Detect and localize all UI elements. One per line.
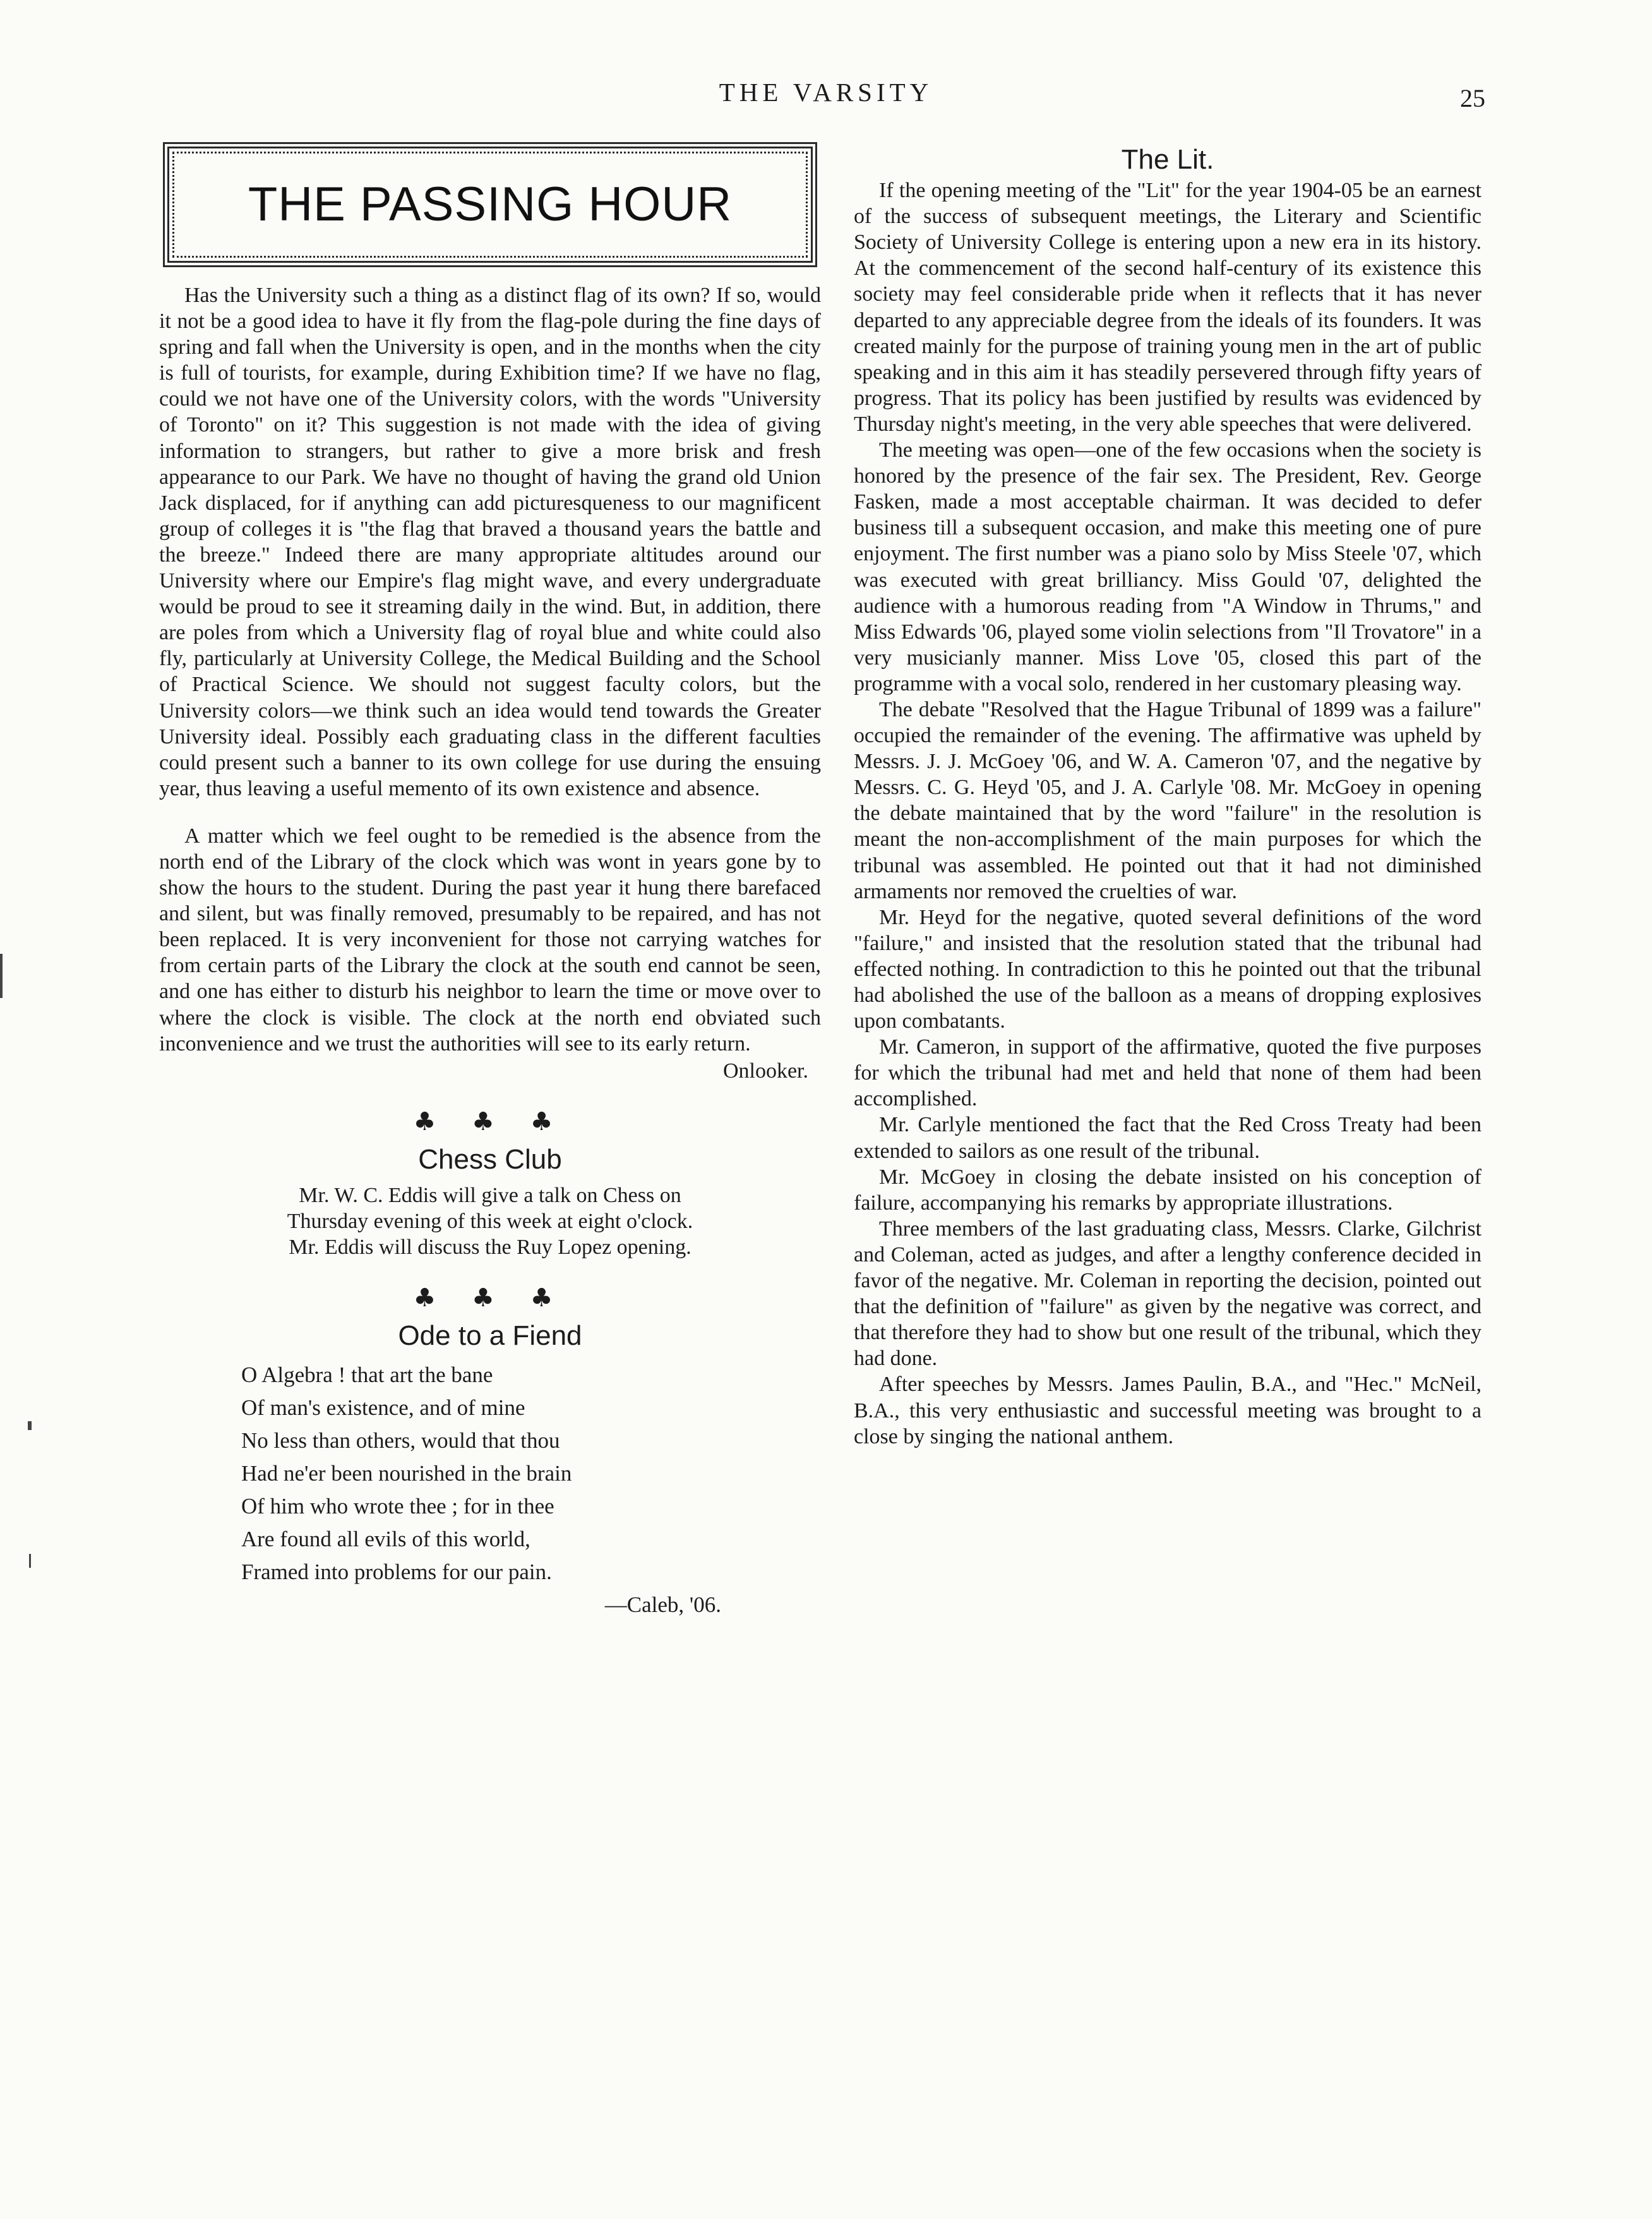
section-title-chess: Chess Club (418, 1143, 562, 1175)
chess-notice (159, 1182, 821, 1260)
poem-line: No less than others, would that thou (241, 1428, 560, 1453)
poem-attribution: —Caleb, '06. (604, 1592, 721, 1618)
poem-line: Are found all evils of this world, (241, 1527, 530, 1552)
masthead-title: THE PASSING HOUR (248, 177, 733, 232)
section-title-lit: The Lit. (1121, 144, 1214, 175)
article-paragraph: Has the University such a thing as a distinct flag of its own? If so, would it not be a good idea to have it fly from the flag-pole during the fine days of spring and fall when the University is open, and in the months when the city is full of tourists, for example, during Exhibition time? If we have no flag, could we not have one of the University colors, with the words "University of Toronto" on it? This suggestion is not made with the idea of giving information to strangers, but rather to give a more brisk and fresh appearance to our Park. We have no thought of having the grand old Union Jack displaced, for if anything can add picturesqueness to our magnificent group of colleges it is "the flag that braved a thousand years the battle and the breeze." Indeed there are many appropriate altitudes around our University where our Empire's flag might wave, and every undergraduate would be proud to see it streaming daily in the wind. But, in addition, there are poles from which a University flag of royal blue and white could also fly, particularly at University College, the Medical Building and the School of Practical Science. We should not suggest faculty colors, but the University colors—we think such an idea would tend towards the Greater University ideal. Possibly each graduating class in the different faculties could present such a banner to its own college for use during the ensuing year, thus leaving a useful memento of its own existence and absence. (159, 284, 821, 800)
scan-mark (28, 1421, 32, 1430)
poem-line: Framed into problems for our pain. (241, 1560, 552, 1585)
poem-line: O Algebra ! that art the bane (241, 1362, 493, 1388)
article-paragraph: Mr. Carlyle mentioned the fact that the Red Cross Treaty had been extended to sailors as one result of the tribunal. (854, 1113, 1481, 1163)
poem-line: Had ne'er been nourished in the brain (241, 1461, 572, 1486)
poem-line: Of him who wrote thee ; for in thee (241, 1494, 554, 1519)
article-paragraph: Mr. Heyd for the negative, quoted several definitions of the word "failure," and insisted that the resolution stated that the tribunal had effected nothing. In contradiction to this he pointed out that the tribunal had abolished the use of the balloon as a means of dropping explosives upon combatants. (854, 905, 1481, 1033)
scan-mark (0, 954, 3, 998)
notice-line: Mr. W. C. Eddis will give a talk on Chess on (299, 1184, 681, 1207)
article-paragraph: A matter which we feel ought to be remedied is the absence from the north end of the Library of the clock which was wont in years gone by to show the hours to the student. During the past year it hung there barefaced and silent, but was finally removed, presumably to be repaired, and has not been replaced. It is very inconvenient for those not carrying watches for from certain parts of the Library the clock at the south end cannot be seen, and one has either to disturb his neighbor to learn the time or move over to where the clock is visible. The clock at the north end obviated such inconvenience and we trust the authorities will see to its early return. (159, 824, 821, 1055)
page-header: THE VARSITY (719, 78, 933, 107)
section-title-ode: Ode to a Fiend (398, 1320, 582, 1352)
page-number: 25 (1460, 84, 1485, 112)
article-paragraph: Mr. McGoey in closing the debate insisted on his conception of failure, accompanying his remarks by appropriate illustrations. (854, 1165, 1481, 1215)
club-ornament-icon: ♣ ♣ ♣ (413, 1284, 567, 1313)
article-paragraph: Three members of the last graduating class, Messrs. Clarke, Gilchrist and Coleman, acted as judges, and after a lengthy conference decided in favor of the negative. Mr. Coleman in reporting the decision, pointed out that the definition of "failure" as given by the negative was correct, and that therefore they had to show but one result of the tribunal, which they had done. (854, 1217, 1481, 1371)
article-paragraph: The meeting was open—one of the few occasions when the society is honored by the presence of the fair sex. The President, Rev. George Fasken, made a most acceptable chairman. It was decided to defer business till a subsequent occasion, and make this meeting one of pure enjoyment. The first number was a piano solo by Miss Steele '07, which was executed with great brilliancy. Miss Gould '07, delighted the audience with a humorous reading from "A Window in Thrums," and Miss Edwards '06, played some violin selections from "Il Trovatore" in a very musicianly manner. Miss Love '05, closed this part of the programme with a vocal solo, rendered in her customary pleasing way. (854, 438, 1481, 695)
notice-line: Mr. Eddis will discuss the Ruy Lopez opening. (289, 1236, 691, 1260)
notice-line: Thursday evening of this week at eight o'clock. (287, 1210, 693, 1234)
article-paragraph: Mr. Cameron, in support of the affirmative, quoted the five purposes for which the tribunal had met and held that none of them had been accomplished. (854, 1035, 1481, 1111)
article-paragraph: If the opening meeting of the "Lit" for the year 1904-05 be an earnest of the success of subsequent meetings, the Literary and Scientific Society of University College is entering upon a new era in its history. At the commencement of the second half-century of its existence this society may feel considerable pride when it reflects that it has never departed to any appreciable degree from the ideals of its founders. It was created mainly for the purpose of training young men in the art of public speaking and in this aim it has steadily persevered through fifty years of progress. That its policy has been justified by results was evidenced by Thursday night's meeting, in the very able speeches that were delivered. (854, 179, 1481, 436)
right-column (854, 144, 1481, 1450)
signature: Onlooker. (722, 1059, 808, 1083)
club-ornament-icon: ♣ ♣ ♣ (413, 1107, 567, 1136)
article-paragraph: The debate "Resolved that the Hague Tribunal of 1899 was a failure" occupied the remainder of the evening. The affirmative was upheld by Messrs. J. J. McGoey '06, and W. A. Cameron '07, and the negative by Messrs. C. G. Heyd '05, and J. A. Carlyle '08. Mr. McGoey in opening the debate maintained that by the word "failure" in the resolution is meant the non-accomplishment of the main purposes for which the tribunal was assembled. He pointed out that it had not diminished armaments nor removed the cruelties of war. (854, 697, 1481, 903)
left-column (159, 142, 821, 1621)
scan-mark (29, 1554, 31, 1568)
article-paragraph: After speeches by Messrs. James Paulin, B.A., and "Hec." McNeil, B.A., this very enthusiastic and successful meeting was brought to a close by singing the national anthem. (854, 1373, 1481, 1448)
masthead-box (163, 142, 817, 267)
poem (241, 1359, 821, 1621)
poem-line: Of man's existence, and of mine (241, 1395, 525, 1421)
